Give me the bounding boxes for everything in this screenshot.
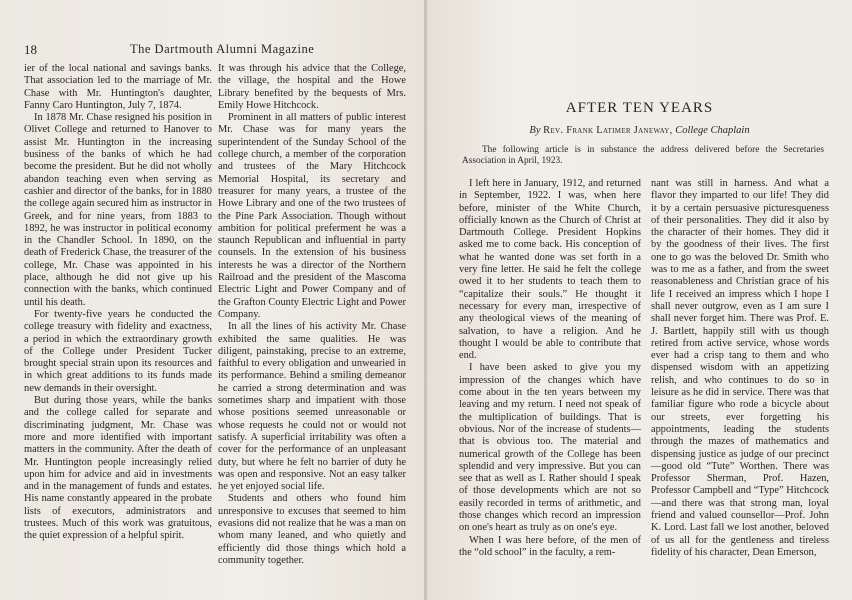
right-column-1 — [459, 178, 641, 559]
paragraph: nant was still in harness. And what a flavor they imparted to our life! They did it by a certain persuasive picturesqueness of their personalities. They did it also by the character of their homes. They did it by the goodness of their lives. The first one to go was the beloved Dr. Smith who was to me as a father, and from the sweet reasonableness and Christian grace of his life I received an impress which I hope I shall never outgrow, even as I am sure I shall never forget him. There was Prof. E. J. Bartlett, happily still with us though retired from active service, whose words ever had a crisp tang to them and who dispensed wisdom with an appetizing relish, and who continues to do so in leisure as he did in service. There was that familiar figure who rode a bicycle about our streets, ever forgetting his appointments, leading the students through the mazes of mathematics and dispensing justice as judge of our precinct—good old “Tute” Worthen. There was Professor Sherman, Prof. Hazen, Professor Campbell and “Type” Hitchcock—and there was that strong man, loyal friend and valued counsellor—Prof. John K. Lord. Last fall we lost another, beloved of us all for the gentleness and tireless fidelity of his character, Dean Emerson, — [651, 178, 829, 558]
paragraph: Prominent in all matters of public interest Mr. Chase was for many years the superintendent of the Sunday School of the college church, a member of the corporation and trustees of the Mary Hitchcock Memorial Hospital, its secretary and treasurer for many years, a trustee of the Howe Library and one of the two trustees of the Pine Park Association. Though without ambition for political preferment he was a staunch Republican and influential in party counsels. In the extension of his business interests he was a director of the Northern Railroad and the president of the Mascoma Electric Light and Power Company and of the Grafton County Electric Light and Power Company. — [218, 112, 406, 320]
running-head — [24, 42, 404, 58]
paragraph: When I was here before, of the men of the “old school” in the faculty, a rem- — [459, 534, 641, 558]
paragraph: But during those years, while the banks and the college called for separate and discriminating judgment, Mr. Chase was more and more identified with important matters in the community. After the death of Mr. Huntington people increasingly relied upon him for advice and aid in investments and in the management of funds and estates. His name constantly appeared in the probate lists of executors, administrators and trustees. Much of this work was gratuitous, the quiet expression of a helpful spirit. — [24, 395, 212, 542]
left-column-1 — [24, 63, 212, 543]
paragraph: In all the lines of his activity Mr. Chase exhibited the same qualities. He was diligent, painstaking, precise to an extreme, faithful to every obligation and unwearied in its performance. Behind a smiling demeanor he carried a strong determination and was sometimes sharp and impatient with those whose positions seemed unreasonable or whose requests he could not or would not satisfy. A superficial irritability was often a cover for the performance of an unpleasant duty, but where he felt no barrier of duty he was open and responsive. Not an easy talker he yet enjoyed social life. — [218, 321, 406, 493]
left-page — [0, 0, 425, 600]
paragraph: Students and others who found him unresponsive to excuses that seemed to him evasions did not realize that he was a man on whom many leaned, and who quietly and efficiently did those things which hold a community together. — [218, 493, 406, 566]
right-page — [427, 0, 852, 600]
paragraph: It was through his advice that the College, the village, the hospital and the Howe Library benefited by the bequests of Mrs. Emily Howe Hitchcock. — [218, 63, 406, 111]
paragraph: I have been asked to give you my impression of the changes which have come about in the ten years between my leaving and my return. I need not speak of the multiplication of buildings. That is obvious. Nor of the increase of students—that is obvious too. The material and numerical growth of the College has been splendid and very impressive. But you can see that as well as I. Rather should I speak of those developments which are not so easily recorded in terms of arithmetic, and those changes which record an impression on one's heart as truly as on one's eye. — [459, 362, 641, 534]
page-number: 18 — [24, 42, 37, 57]
paragraph: For twenty-five years he conducted the college treasury with fidelity and exactness, a period in which the extraordinary growth of the College under President Tucker brought special strain upon its resources and in which great additions to its funds made new demands in their oversight. — [24, 308, 212, 394]
byline-by: By — [529, 125, 541, 136]
right-column-2 — [651, 178, 829, 559]
paragraph: In 1878 Mr. Chase resigned his position in Olivet College and returned to Hanover to assist Mr. Huntington in the increasing business of the banks of which he had become the president. But he did not wholly abandon teaching even when serving as cashier and director of the banks, for in 1880 the college again secured him as instructor in Greek, and for nine years, from 1883 to 1892, he was instructor in political economy in the Chandler School. In 1890, on the death of Frederick Chase, the treasurer of the college, Mr. Chase was appointed in his place, although he did not give up his connection with the banks, which continued until his death. — [24, 112, 212, 308]
editor-note: The following article is in substance the address delivered before the Secretaries Association in April, 1923. — [462, 145, 824, 166]
byline — [427, 125, 852, 136]
byline-role: College Chaplain — [675, 125, 750, 136]
byline-author: Rev. Frank Latimer Janeway, — [543, 125, 673, 136]
left-column-2 — [218, 63, 406, 567]
paragraph: ier of the local national and savings banks. That association led to the marriage of Mr. Chase with Mr. Huntington's daughter, Fanny Caro Huntington, July 7, 1874. — [24, 63, 212, 111]
paragraph: I left here in January, 1912, and returned in September, 1922. I was, when here before, minister of the White Church, officially known as the Church of Christ at Dartmouth College. President Hopkins asked me to come back. His conception of what he wanted done was set forth in a very fine letter. He said he felt the college owed it to her students to teach them to “capitalize their souls.” He thought it necessary for every man, irrespective of any theological views of the meaning of salvation, to have a religion. And he thought I would be able to contribute that end. — [459, 178, 641, 362]
article-title: AFTER TEN YEARS — [565, 100, 714, 116]
magazine-title: The Dartmouth Alumni Magazine — [130, 42, 315, 56]
